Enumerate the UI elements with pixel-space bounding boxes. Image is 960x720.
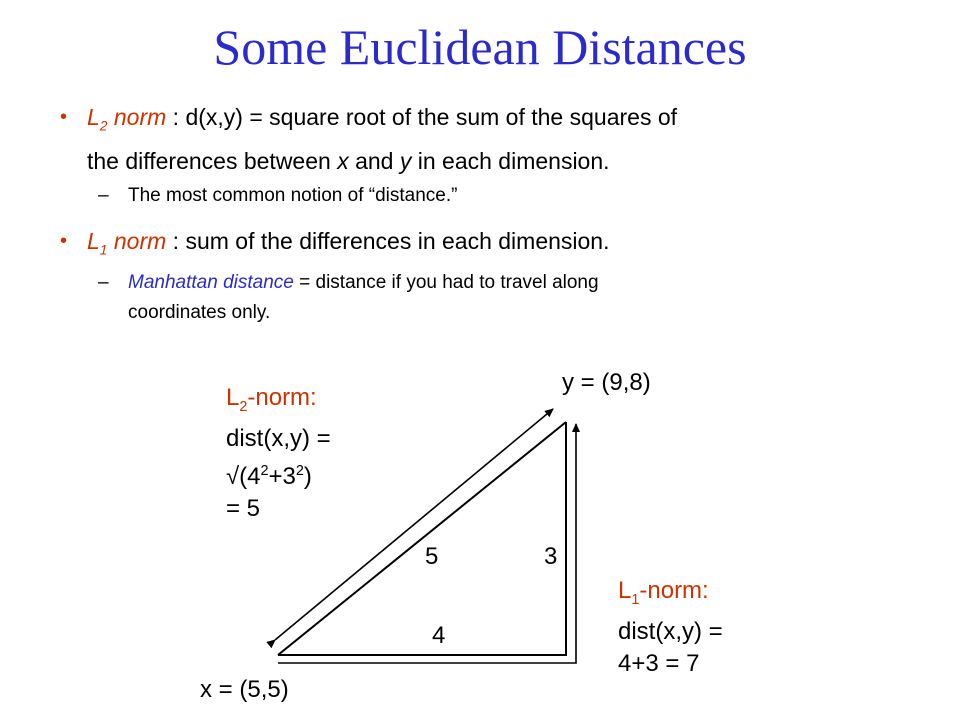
sub-bullet-l2: – The most common notion of “distance.”: [128, 181, 457, 211]
var-x: x: [337, 147, 349, 174]
l2-norm-annotation: $L_2$-norm: dist(x,y) = $√(4^2+3^2)$ = 5: [226, 384, 331, 522]
side-label-base: 4: [432, 622, 446, 649]
sub-bullet-l1: – Manhattan distance = distance if you had to travel along coordinates only.: [128, 268, 888, 328]
side-label-hypotenuse: 5: [425, 543, 439, 570]
bullet-dot: •: [60, 106, 68, 128]
sqrt-symbol: √: [226, 462, 240, 490]
manhattan-distance-term: Manhattan distance: [128, 272, 294, 293]
l1-norm-annotation: $L_1$-norm: dist(x,y) = 4+3 = 7: [618, 577, 723, 677]
var-y: y: [399, 147, 412, 174]
l2-norm-label: $L_2$ norm: [87, 104, 167, 134]
slide-title: Some Euclidean Distances: [213, 19, 747, 75]
l1-definition: : sum of the differences in each dimension.: [166, 228, 610, 254]
bullet-dot: •: [60, 230, 68, 252]
dash: –: [98, 272, 109, 293]
l1-norm-label: $L_1$ norm: [87, 228, 167, 258]
side-label-vertical: 3: [544, 543, 558, 570]
point-y-label: y = (9,8): [562, 369, 651, 396]
l2-definition: : d(x,y) = square root of the sum of the squares of: [166, 104, 678, 130]
dash: –: [98, 185, 109, 206]
point-x-label: x = (5,5): [200, 676, 289, 703]
bullet-l2: • $L_2$ norm : d(x,y) = square root of the sum of the squares of the differences between x and y in each dimension.: [87, 100, 927, 178]
